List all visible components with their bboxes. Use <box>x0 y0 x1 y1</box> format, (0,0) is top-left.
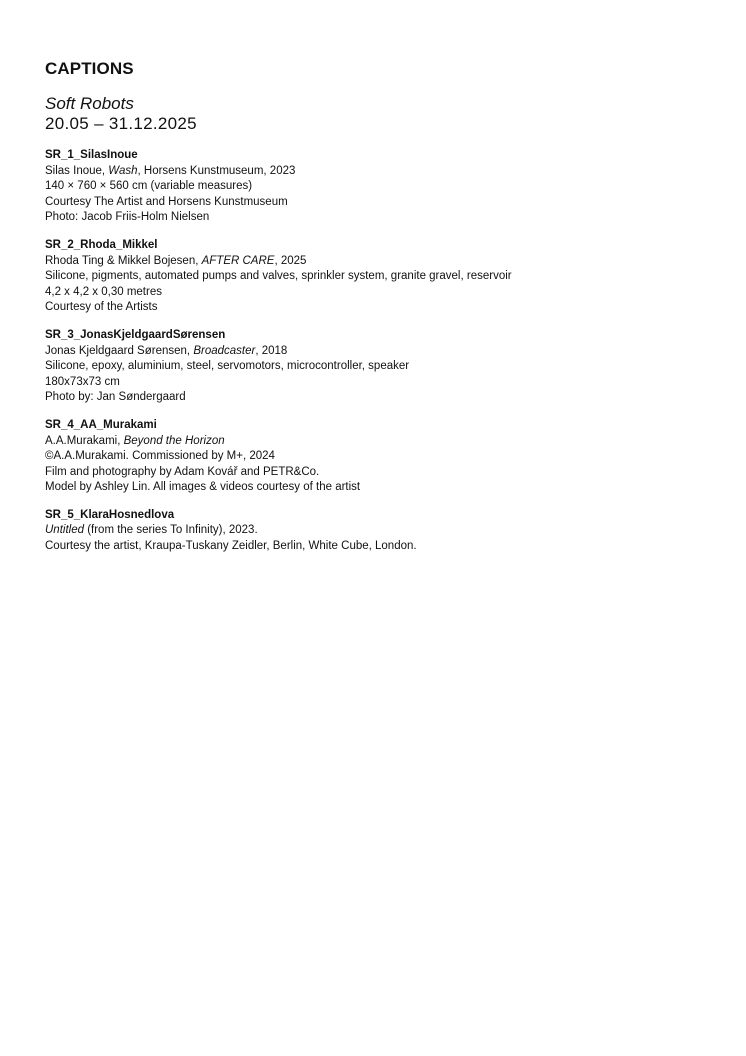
caption-credit <box>45 254 705 270</box>
caption-line: Silicone, pigments, automated pumps and valves, sprinkler system, granite gravel, reservoir <box>45 270 512 283</box>
credit-rest: , 2018 <box>255 344 288 357</box>
caption-id: SR_3_JonasKjeldgaardSørensen <box>45 328 226 341</box>
caption-credit <box>45 344 705 360</box>
caption-line: 140 × 760 × 560 cm (variable measures) <box>45 180 253 193</box>
caption-sr5 <box>45 508 705 555</box>
work-title: Untitled <box>45 524 84 537</box>
artist-name: Jonas Kjeldgaard Sørensen, <box>45 344 194 357</box>
caption-id: SR_4_AA_Murakami <box>45 418 157 431</box>
exhibition-title: Soft Robots <box>45 94 134 113</box>
artist-name: Silas Inoue, <box>45 164 109 177</box>
caption-credit <box>45 434 705 450</box>
caption-id: SR_2_Rhoda_Mikkel <box>45 238 158 251</box>
caption-line: Silicone, epoxy, aluminium, steel, servomotors, microcontroller, speaker <box>45 360 410 373</box>
caption-sr1 <box>45 148 705 226</box>
work-title: Wash <box>108 164 138 177</box>
caption-list <box>45 148 705 555</box>
caption-credit <box>45 523 705 539</box>
caption-sr4 <box>45 418 705 496</box>
caption-line: Film and photography by Adam Kovář and PETR&Co. <box>45 465 320 478</box>
caption-line: Courtesy The Artist and Horsens Kunstmuseum <box>45 195 288 208</box>
caption-line: Courtesy the artist, Kraupa-Tuskany Zeidler, Berlin, White Cube, London. <box>45 540 417 553</box>
credit-rest: , 2025 <box>274 254 307 267</box>
caption-line: Courtesy of the Artists <box>45 301 158 314</box>
exhibition-header <box>45 94 705 134</box>
captions-page <box>45 58 705 555</box>
caption-line: Model by Ashley Lin. All images & videos courtesy of the artist <box>45 481 361 494</box>
caption-line: Photo: Jacob Friis-Holm Nielsen <box>45 211 210 224</box>
caption-line: 4,2 x 4,2 x 0,30 metres <box>45 285 162 298</box>
credit-rest: (from the series To Infinity), 2023. <box>84 524 258 537</box>
caption-line: 180x73x73 cm <box>45 375 120 388</box>
work-title: Beyond the Horizon <box>123 434 225 447</box>
caption-id: SR_1_SilasInoue <box>45 149 138 161</box>
caption-sr2 <box>45 238 705 316</box>
artist-name: Rhoda Ting & Mikkel Bojesen, <box>45 254 202 267</box>
work-title: AFTER CARE <box>201 254 275 267</box>
caption-sr3 <box>45 328 705 406</box>
caption-line: Photo by: Jan Søndergaard <box>45 391 186 404</box>
work-title: Broadcaster <box>193 344 256 357</box>
credit-rest: , Horsens Kunstmuseum, 2023 <box>137 164 296 177</box>
artist-name: A.A.Murakami, <box>45 434 124 447</box>
caption-line: ©A.A.Murakami. Commissioned by M+, 2024 <box>45 450 275 463</box>
caption-id: SR_5_KlaraHosnedlova <box>45 508 175 521</box>
page-title: CAPTIONS <box>45 59 134 78</box>
caption-credit <box>45 164 705 180</box>
exhibition-dates: 20.05 – 31.12.2025 <box>45 114 197 133</box>
